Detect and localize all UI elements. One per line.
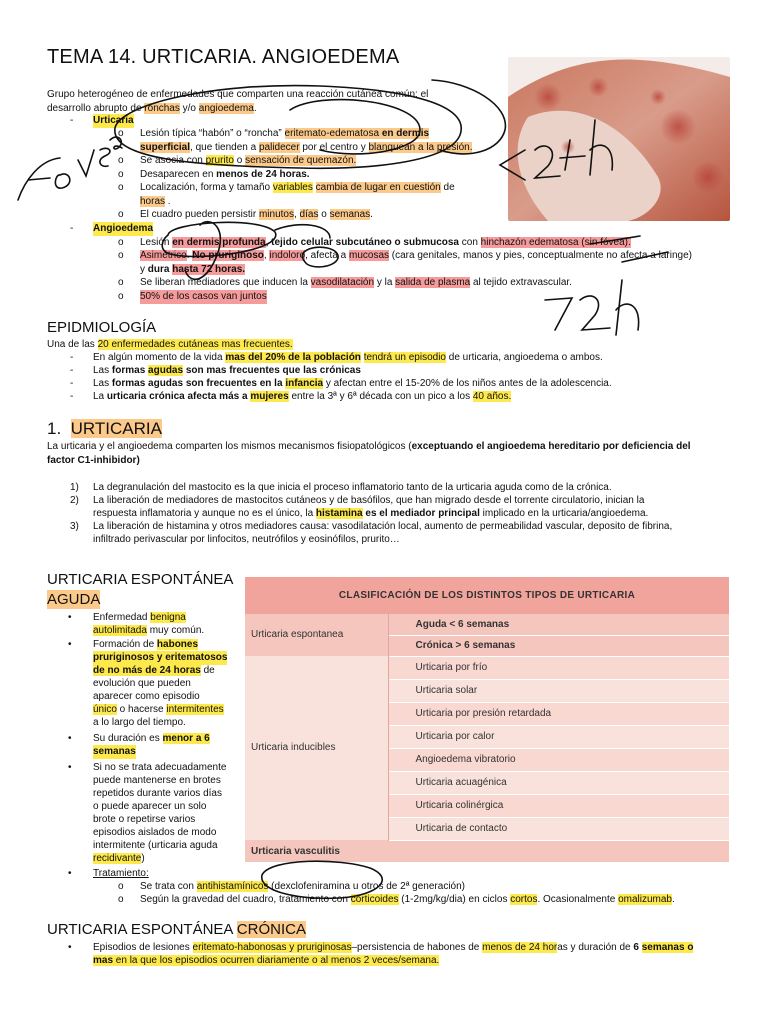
- angioedema-label: Angioedema: [93, 223, 154, 234]
- urticaria-line-1: o Lesión típica “habón” o “roncha” eritemato-edematosa en dermis: [118, 128, 430, 139]
- urticaria-line-2: superficial, que tienden a palidecer por el centro y blanquean a la presión.: [140, 142, 473, 153]
- aguda-b4-8: recidivante): [93, 853, 145, 864]
- aguda-b1-2: autolimitada muy común.: [93, 625, 205, 636]
- table-cat-espontanea: Urticaria espontanea: [245, 614, 388, 656]
- urticaria-intro-2: factor C1-inhibidor): [47, 455, 140, 466]
- table-cat-inducibles: Urticaria inducibles: [245, 656, 388, 840]
- cronica-heading: URTICARIA ESPONTÁNEA CRÓNICA: [47, 921, 306, 938]
- epi-line-4: - La urticaria crónica afecta más a mujeres entre la 3ª y 6ª década con un pico a los 40 años.: [70, 391, 512, 402]
- page-title: TEMA 14. URTICARIA. ANGIOEDEMA: [47, 46, 400, 68]
- urticaria-section-heading: 1. URTICARIA: [47, 419, 162, 438]
- angioedema-line-3: y dura hasta 72 horas.: [140, 264, 246, 275]
- handwritten-72h: [545, 290, 547, 304]
- epi-line-1: - En algún momento de la vida mas del 20% de la población tendrá un episodio de urticaria, angioedema o ambos.: [70, 352, 603, 363]
- aguda-b2-3: de no más de 24 horas de: [93, 665, 215, 676]
- table-cell-aguda: Aguda < 6 semanas: [388, 614, 729, 635]
- aguda-b4-5: brote o repetirse varios: [93, 814, 196, 825]
- table-row: Angioedema vibratorio: [388, 748, 729, 771]
- aguda-b4-4: o puede aparecer un solo: [93, 801, 207, 812]
- table-cell-cronica: Crónica > 6 semanas: [388, 635, 729, 656]
- aguda-b2-1: • Formación de habones: [68, 639, 199, 650]
- table-row: Urticaria por presión retardada: [388, 702, 729, 725]
- table-title: CLASIFICACIÓN DE LOS DISTINTOS TIPOS DE URTICARIA: [245, 577, 729, 614]
- urticaria-label: Urticaria: [93, 115, 134, 126]
- urticaria-line-7: o El cuadro pueden persistir minutos, días o semanas.: [118, 209, 373, 220]
- aguda-b2-5: aparecer como episodio: [93, 691, 200, 702]
- epi-line-0: Una de las 20 enfermedades cutáneas mas frecuentes.: [47, 339, 293, 350]
- aguda-heading: URTICARIA ESPONTÁNEA: [47, 571, 234, 588]
- cronica-line-1: • Episodios de lesiones eritemato-habonosas y pruriginosas–persistencia de habones de menos de 24 horas y duración de 6 semanas o: [68, 942, 694, 953]
- aguda-b4-1: • Si no se trata adecuadamente: [68, 762, 227, 773]
- aguda-b5: • Tratamiento:: [68, 868, 149, 879]
- aguda-treatment-1: o Se trata con antihistamínicos (dexclofeniramina u otros de 2ª generación): [118, 881, 465, 892]
- angioedema-line-1: o Lesión en dermis profunda, tejido celular subcutáneo o submucosa con hinchazón edematosa (sin fóvea).: [118, 237, 631, 248]
- aguda-b2-4: evolución que pueden: [93, 678, 191, 689]
- table-row: Urticaria colinérgica: [388, 794, 729, 817]
- urticaria-line-5: o Localización, forma y tamaño variables cambia de lugar en cuestión de: [118, 182, 455, 193]
- urticaria-line-4: o Desaparecen en menos de 24 horas.: [118, 169, 310, 180]
- aguda-b2-7: a lo largo del tiempo.: [93, 717, 186, 728]
- urticaria-line-3: o Se asocia con prurito o sensación de quemazón.: [118, 155, 357, 166]
- aguda-b4-3: repetidos durante varios días: [93, 788, 222, 799]
- table-row: Urticaria de contacto: [388, 817, 729, 840]
- mech-3b: infiltrado perivascular por linfocitos, neutrófilos y eosinófilos, prurito…: [93, 534, 400, 545]
- table-row: Urticaria por calor: [388, 725, 729, 748]
- handwritten-lt24h: [500, 140, 502, 154]
- urticaria-label-row: [0, 114, 768, 128]
- mech-2a: 2) La liberación de mediadores de mastocitos cutáneos y de basófilos, que han migrado desde el torrente circulatorio, inician la: [70, 495, 645, 506]
- aguda-b4-7: intermitente (urticaria aguda: [93, 840, 218, 851]
- aguda-b4-6: episodios aislados de modo: [93, 827, 217, 838]
- intro-line-1: Grupo heterogéneo de enfermedades que comparten una reacción cutánea común: el: [47, 89, 429, 100]
- urticaria-line-6: horas .: [140, 196, 171, 207]
- handwritten-fovea: [18, 148, 20, 162]
- table-row: Urticaria solar: [388, 679, 729, 702]
- epidemiologia-heading: EPIDMIOLOGÍA: [47, 319, 157, 336]
- mech-1: 1) La degranulación del mastocito es la que inicia el proceso inflamatorio tanto de la urticaria aguda como de la crónica.: [70, 482, 612, 493]
- aguda-b4-2: puede mantenerse en brotes: [93, 775, 221, 786]
- angioedema-line-2: o Asimétrico. No pruriginoso, indoloro, afecta a mucosas (cara genitales, manos y pies, conceptualmente no afecta a laringe): [118, 250, 692, 261]
- classification-table: [245, 577, 729, 863]
- intro-paragraph: [47, 88, 467, 115]
- epi-line-2: - Las formas agudas son mas frecuentes que las crónicas: [70, 365, 361, 376]
- mech-3a: 3) La liberación de histamina y otros mediadores causa: vasodilatación local, aumento de permeabilidad vascular, deposito de fibrina,: [70, 521, 673, 532]
- aguda-b2-6: único o hacerse intermitentes: [93, 704, 224, 715]
- aguda-b3-2: semanas: [93, 746, 136, 757]
- dash-bullet: -: [70, 115, 74, 126]
- angioedema-line-5: o 50% de los casos van juntos: [118, 291, 267, 302]
- urticaria-intro-1: La urticaria y el angioedema comparten los mismos mecanismos fisiopatológicos (exceptuando el angioedema hereditario por deficiencia del: [47, 441, 691, 452]
- table-row: Urticaria por frío: [388, 656, 729, 679]
- aguda-b3-1: • Su duración es menor a 6: [68, 733, 210, 744]
- mech-2b: respuesta inflamatoria y aunque no es el único, la histamina es el mediador principal implicado en la urticaria/angioedema.: [93, 508, 649, 519]
- intro-line-2: desarrollo abrupto de ronchas y/o angioedema.: [47, 102, 257, 114]
- cronica-line-2: mas en la que los episodios ocurren diariamente o al menos 2 veces/semana.: [93, 955, 440, 966]
- table-row: Urticaria acuagénica: [388, 771, 729, 794]
- aguda-b2-2: pruriginosos y eritematosos: [93, 652, 228, 663]
- table-cat-vasculitis: Urticaria vasculitis: [245, 840, 729, 862]
- aguda-subheading: AGUDA: [47, 591, 101, 608]
- epi-line-3: - Las formas agudas son frecuentes en la infancia y afectan entre el 15-20% de los niños antes de la adolescencia.: [70, 378, 612, 389]
- aguda-treatment-2: o Según la gravedad del cuadro, tratamiento con corticoides (1-2mg/kg/dia) en ciclos cortos. Ocasionalmente omalizumab.: [118, 894, 675, 905]
- angioedema-line-4: o Se liberan mediadores que inducen la vasodilatación y la salida de plasma al tejido extravascular.: [118, 277, 572, 288]
- angioedema-label-row: - Angioedema: [70, 223, 154, 234]
- aguda-b1-1: • Enfermedad benigna: [68, 612, 186, 623]
